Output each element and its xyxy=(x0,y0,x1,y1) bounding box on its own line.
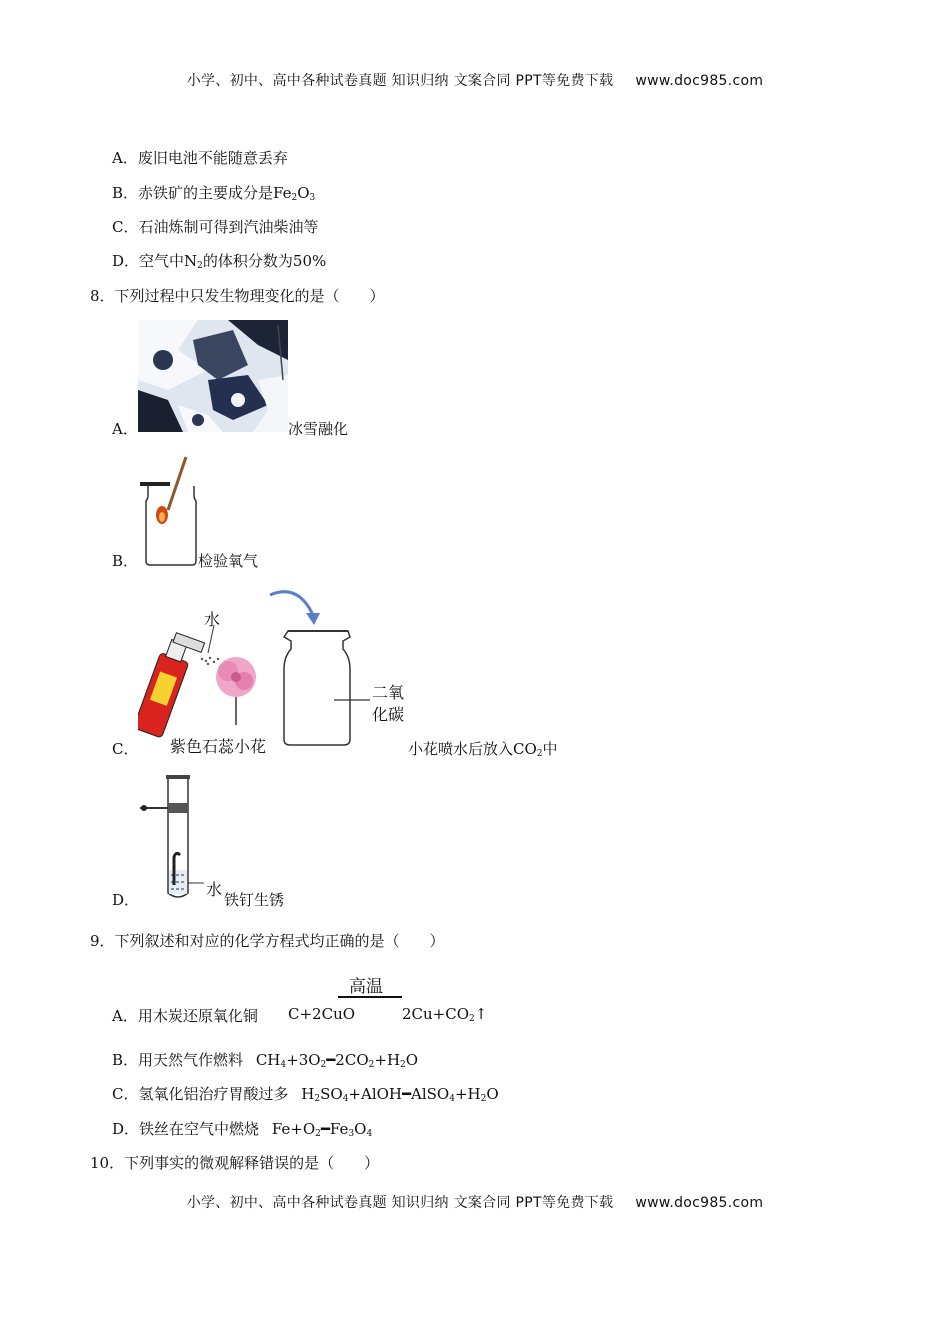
q8-option-c-label: C． xyxy=(112,740,139,758)
q9-b-equation: $CH_4+3O_2━2CO_2+H_2O$ xyxy=(255,1051,419,1070)
q8-d-caption: 铁钉生锈 xyxy=(224,891,285,909)
footer-text: 小学、初中、高中各种试卷真题 知识归纳 文案合同 PPT等免费下载 xyxy=(186,1195,614,1211)
q8-option-a-label: A． xyxy=(112,420,138,438)
footer-site: www.doc985.com xyxy=(635,1195,764,1211)
q9-option-a: A．用木炭还原氧化铜 xyxy=(112,1007,258,1025)
q10-stem: 10．下列事实的微观解释错误的是（ ） xyxy=(90,1154,380,1172)
spray-bottle-flower-jar xyxy=(138,585,378,750)
q9-condition-label: 高温 xyxy=(349,977,383,997)
q8-option-d-label: D． xyxy=(112,891,140,909)
q9-stem: 9．下列叙述和对应的化学方程式均正确的是（ ） xyxy=(90,932,445,950)
q7-option-b: B．赤铁矿的主要成分是$Fe_2O_3$ xyxy=(112,184,316,203)
q9-a-lhs: C+2CuO xyxy=(288,1005,356,1023)
snow-ice-photo xyxy=(138,320,288,432)
q8-option-b-label: B． xyxy=(112,552,139,570)
q9-option-b: B．用天然气作燃料 $CH_4+3O_2━2CO_2+H_2O$ xyxy=(112,1051,419,1070)
q7-option-d: D．空气中$N_2$的体积分数为50% xyxy=(112,252,327,271)
q9-d-equation: $Fe+O_2━Fe_3O_4$ xyxy=(271,1120,373,1139)
page-footer xyxy=(0,1192,950,1212)
q7-option-a: A．废旧电池不能随意丢弃 xyxy=(112,149,288,167)
q7-option-c: C．石油炼制可得到汽油柴油等 xyxy=(112,218,319,236)
q9-option-d: D．铁丝在空气中燃烧 $Fe+O_2━Fe_3O_4$ xyxy=(112,1120,373,1139)
q8-a-caption: 冰雪融化 xyxy=(288,420,349,438)
page-header xyxy=(0,70,950,90)
q8-b-caption: 检验氧气 xyxy=(198,552,259,570)
header-site: www.doc985.com xyxy=(635,73,764,89)
fig-c-gas-label-2: 化碳 xyxy=(372,705,405,724)
q9-option-c: C．氢氧化铝治疗胃酸过多 $H_2SO_4+AlOH━AlSO_4+H_2O$ xyxy=(112,1085,499,1104)
fig-c-water-label: 水 xyxy=(204,610,221,629)
fig-d-water-label: 水 xyxy=(206,880,223,899)
fig-c-flower-label: 紫色石蕊小花 xyxy=(170,737,267,756)
test-tube-nail xyxy=(138,775,208,905)
q8-stem: 8．下列过程中只发生物理变化的是（ ） xyxy=(90,287,385,305)
header-text: 小学、初中、高中各种试卷真题 知识归纳 文案合同 PPT等免费下载 xyxy=(186,73,614,89)
q9-c-equation: $H_2SO_4+AlOH━AlSO_4+H_2O$ xyxy=(301,1085,499,1104)
fig-c-gas-label-1: 二氧 xyxy=(372,683,405,702)
q8-c-caption: 小花喷水后放入$CO_2$中 xyxy=(408,740,558,759)
gas-bottle-match xyxy=(138,455,200,567)
q9-condition-bar xyxy=(338,996,402,998)
q9-a-rhs: $2Cu+CO_2↑$ xyxy=(402,1005,488,1024)
